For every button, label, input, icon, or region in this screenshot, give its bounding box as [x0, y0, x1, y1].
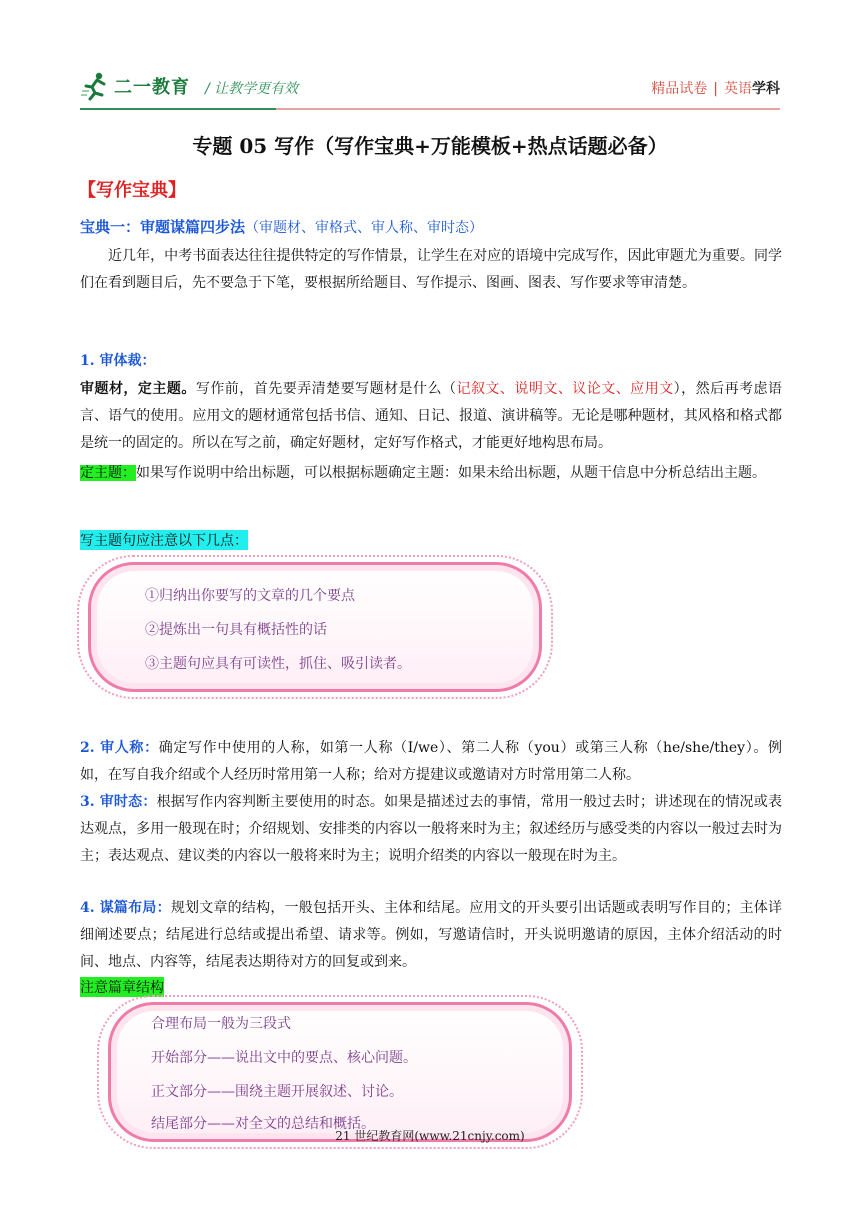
baodian-subtitle: （审题材、审格式、审人称、审时态） [245, 220, 484, 236]
section-2-label: 2. 审人称： [80, 740, 159, 756]
section-4-paragraph [80, 895, 782, 976]
genre-list: 记叙文、说明文、议论文、应用文 [456, 381, 674, 397]
structure-box [108, 1002, 572, 1142]
section-heading: 【写作宝典】 [78, 180, 186, 201]
box-item: ②提炼出一句具有概括性的话 [145, 622, 327, 638]
box-item: 正文部分——围绕主题开展叙述、讨论。 [151, 1084, 403, 1100]
brand-logo [80, 68, 190, 104]
document-title: 专题 05 写作（写作宝典+万能模板+热点话题必备） [192, 134, 668, 158]
header-divider [80, 108, 780, 110]
section-1-text-a: 写作前，首先要弄清楚要写题材是什么（ [195, 381, 457, 397]
baodian-heading [80, 216, 483, 237]
box-item: ③主题句应具有可读性，抓住、吸引读者。 [145, 656, 411, 672]
logo-text: 二一教育 [114, 77, 190, 98]
ding-zhuti-text: 如果写作说明中给出标题，可以根据标题确定主题：如果未给出标题，从题干信息中分析总结出主题。 [136, 465, 766, 481]
topic-sentence-label: 写主题句应注意以下几点： [80, 530, 248, 550]
runner-logo-icon [80, 71, 110, 101]
ding-zhuti-label: 定主题： [80, 465, 136, 481]
section-4-label: 4. 谋篇布局： [80, 900, 171, 916]
section-2-paragraph [80, 735, 782, 789]
section-3-label: 3. 审时态： [80, 794, 157, 810]
header-label-premium: 精品试卷 [651, 81, 708, 97]
section-1-lead: 审题材，定主题。 [80, 381, 196, 397]
header-label-subject: 英语 [724, 81, 752, 97]
box-item: 合理布局一般为三段式 [151, 1016, 291, 1032]
section-1-text-b: ），然后再考虑语言、语气的使用。应用文的题材通常包括书信、通知、日记、报道、演讲稿等。无论是哪种题材，其风格和格式都是统一的固定的。所以在写之前，确定好题材，定好写作格式，才能更好地构思布局。 [80, 381, 783, 451]
header-right [651, 78, 780, 98]
section-1-paragraph [80, 376, 782, 457]
box-item: 结尾部分——对全文的总结和概括。 [151, 1116, 375, 1132]
header-separator: | [713, 81, 718, 97]
header-slogan: / 让教学更有效 [205, 81, 299, 97]
header-label-discipline: 学科 [752, 81, 780, 97]
section-3-text: 根据写作内容判断主要使用的时态。如果是描述过去的事情，常用一般过去时；讲述现在的情况或表达观点，多用一般现在时；介绍规划、安排类的内容以一般将来时为主；叙述经历与感受类的内容以一般过去时为主；表达观点、建议类的内容以一般将来时为主；说明介绍类的内容以一般现在时为主。 [80, 794, 782, 864]
baodian-title: 宝典一：审题谋篇四步法 [80, 218, 246, 236]
intro-paragraph: 近几年，中考书面表达往往提供特定的写作情景，让学生在对应的语境中完成写作，因此审题尤为重要。同学们在看到题目后，先不要急于下笔，要根据所给题目、写作提示、图画、图表、写作要求等审清楚。 [80, 248, 782, 291]
section-1-label: 1. 审体裁： [80, 353, 156, 369]
box-item: ①归纳出你要写的文章的几个要点 [145, 588, 355, 604]
section-3-paragraph [80, 789, 782, 870]
ding-zhuti-paragraph [80, 460, 782, 487]
structure-note-label: 注意篇章结构 [80, 977, 164, 997]
section-4-text: 规划文章的结构，一般包括开头、主体和结尾。应用文的开头要引出话题或表明写作目的；主体详细阐述要点；结尾进行总结或提出希望、请求等。例如，写邀请信时，开头说明邀请的原因，主体介绍活动的时间、地点、内容等，结尾表达期待对方的回复或到来。 [80, 900, 782, 970]
page-footer: 21 世纪教育网(www.21cnjy.com) [335, 1129, 525, 1143]
section-2-text: 确定写作中使用的人称，如第一人称（I/we）、第二人称（you）或第三人称（he/she/they）。例如，在写自我介绍或个人经历时常用第一人称；给对方提建议或邀请对方时常用第二人称。 [80, 740, 782, 783]
box-item: 开始部分——说出文中的要点、核心问题。 [151, 1050, 417, 1066]
topic-sentence-box [88, 562, 542, 692]
